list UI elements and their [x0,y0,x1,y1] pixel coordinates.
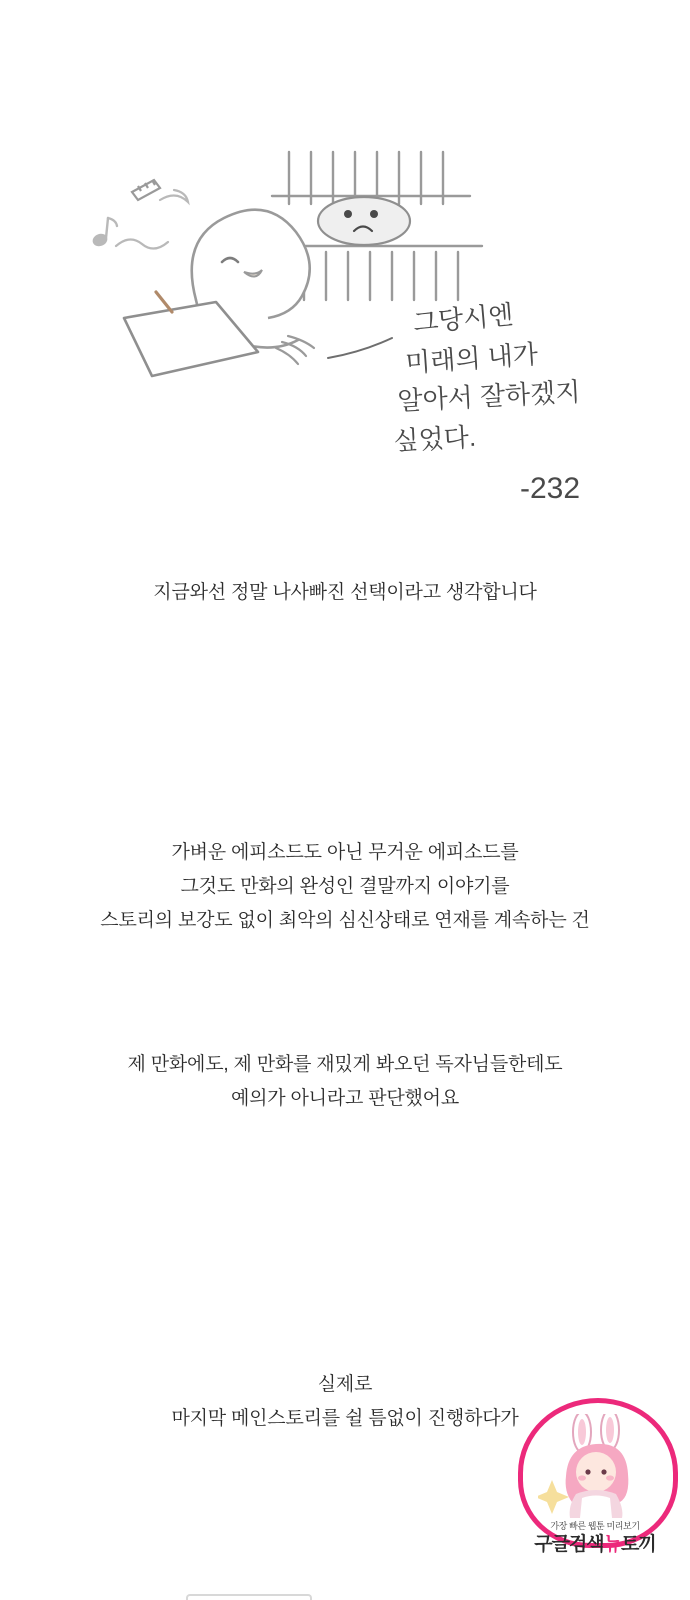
handwriting-line-2: 미래의 내가 [404,338,539,378]
narration-line: 스토리의 보강도 없이 최악의 심신상태로 연재를 계속하는 건 [100,910,590,931]
watermark-mascot [538,1414,656,1520]
watermark-brand-highlight: 뉴 [603,1534,622,1555]
narration-line: 가벼운 에피소드도 아닌 무거운 에피소드를 [171,842,519,863]
chick-artist [124,210,314,376]
watermark-brand-prefix: 구글검색 [534,1534,604,1555]
narration-line: 예의가 아니라고 판단했어요 [230,1088,459,1109]
narration-line: 제 만화에도, 제 만화를 재밌게 봐오던 독자님들한테도 [127,1054,563,1075]
handwriting-signature: -232 [520,472,581,505]
narration-block-2 [0,836,690,938]
watermark-tagline: 가장 빠른 웹툰 미리보기 [550,1521,640,1531]
watermark-brand [516,1529,674,1556]
sleepy-blob-face [318,197,410,245]
handwriting-line-1: 그당시엔 [411,299,515,338]
next-panel-edge [186,1594,312,1600]
narration-block-1 [0,576,690,610]
watermark [494,1412,684,1572]
watermark-brand-suffix: 토끼 [621,1534,656,1555]
narration-line: 실제로 [317,1374,373,1395]
handwriting-line-3: 알아서 잘하겠지 [396,376,582,416]
narration-line: 그것도 만화의 완성인 결말까지 이야기를 [180,876,510,897]
narration-block-3 [0,1048,690,1116]
handwriting-line-4: 싶었다. [392,421,477,456]
music-note-icon [92,218,117,248]
comic-illustration [0,0,690,540]
narration-line: 마지막 메인스토리를 쉴 틈없이 진행하다가 [171,1408,519,1429]
narration-line: 지금와선 정말 나사빠진 선택이라고 생각합니다 [153,582,537,603]
whistle-icon [132,180,160,200]
handwriting-note [393,299,581,505]
